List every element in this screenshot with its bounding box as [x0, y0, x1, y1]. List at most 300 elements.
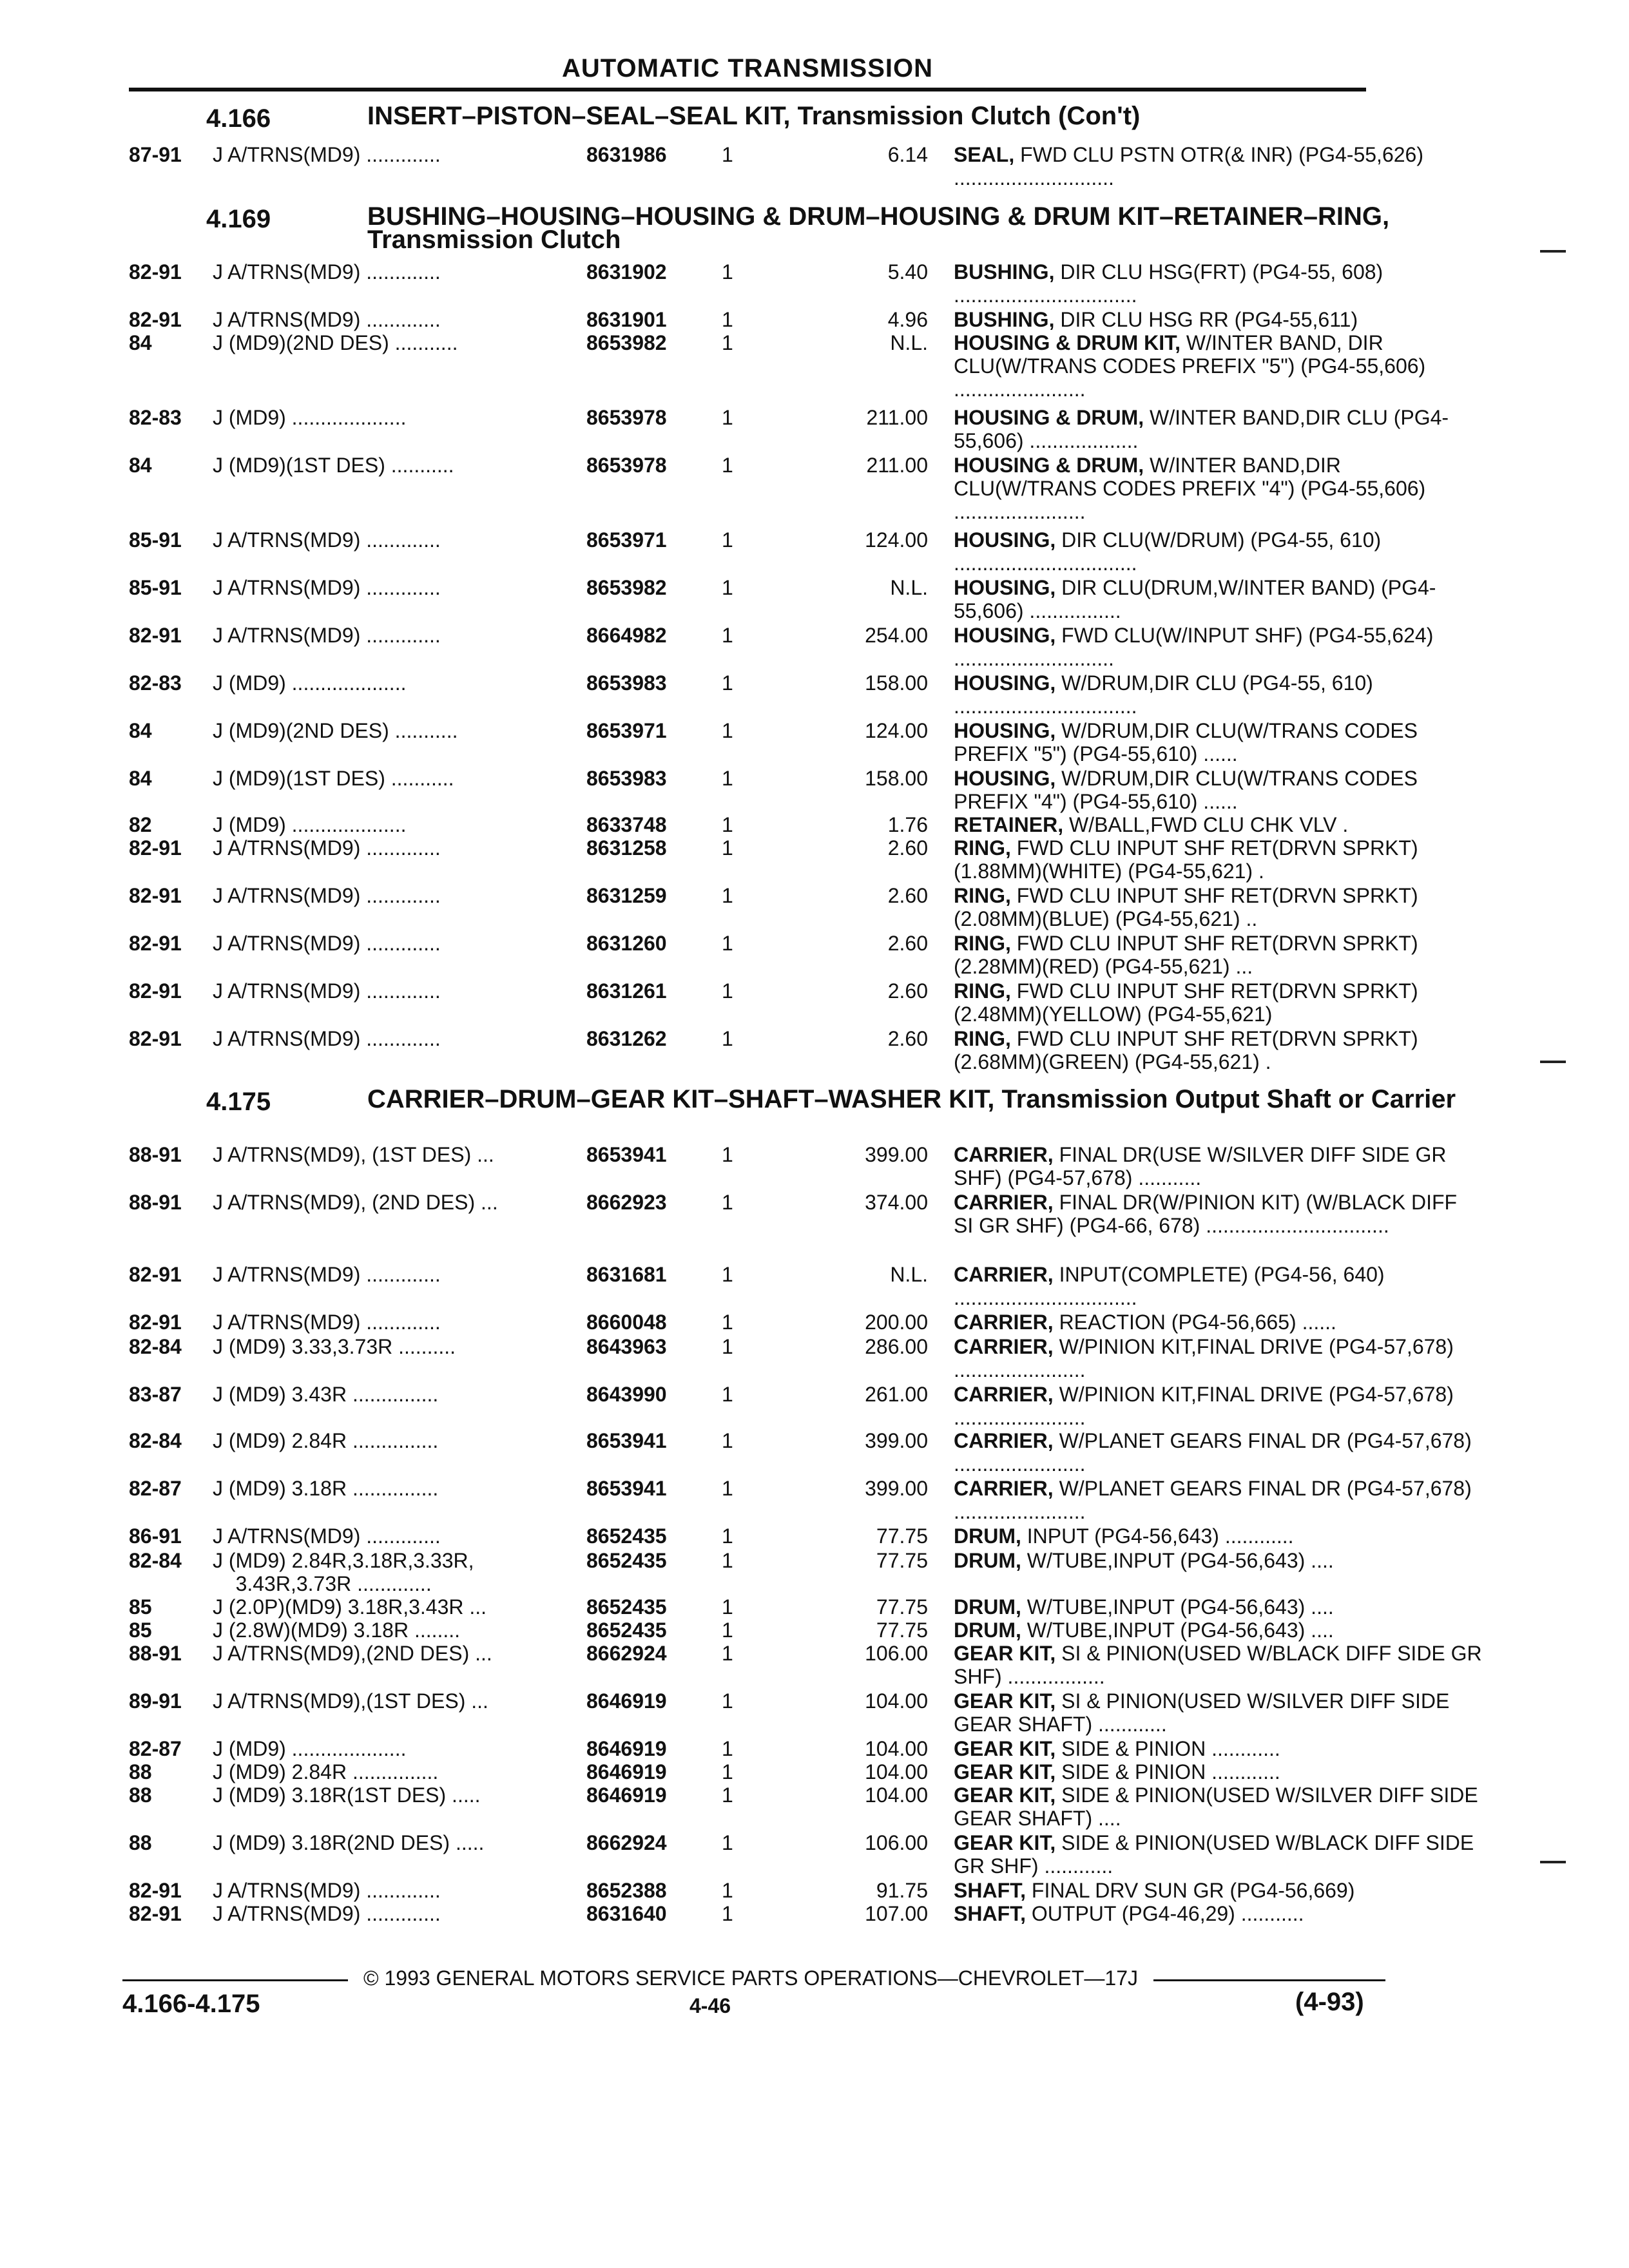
- quantity: 1: [722, 308, 733, 331]
- application: J (MD9) ....................: [213, 813, 407, 836]
- margin-mark: [1540, 1861, 1566, 1863]
- price: N.L.: [890, 331, 928, 354]
- quantity: 1: [722, 719, 733, 742]
- part-number: 8631261: [586, 979, 667, 1003]
- part-number: 8643990: [586, 1383, 667, 1406]
- section-number: 4.175: [206, 1088, 271, 1116]
- part-number: 8653941: [586, 1477, 667, 1500]
- application: J A/TRNS(MD9) .............: [213, 624, 441, 647]
- quantity: 1: [722, 576, 733, 599]
- part-description: SIDE & PINION ............: [1055, 1760, 1280, 1783]
- application: J A/TRNS(MD9) .............: [213, 979, 441, 1003]
- model-years: 85: [129, 1595, 152, 1619]
- part-noun: HOUSING & DRUM KIT,: [954, 331, 1181, 354]
- quantity: 1: [722, 884, 733, 907]
- model-years: 88-91: [129, 1143, 182, 1166]
- model-years: 82-91: [129, 1311, 182, 1334]
- section-number: 4.166: [206, 104, 271, 133]
- part-description: W/PLANET GEARS FINAL DR (PG4-57,678) .......................: [954, 1477, 1472, 1523]
- price: 2.60: [887, 884, 928, 907]
- description: [954, 671, 1482, 718]
- part-noun: RING,: [954, 979, 1011, 1003]
- model-years: 82-91: [129, 1879, 182, 1902]
- part-noun: RING,: [954, 884, 1011, 907]
- price: 77.75: [876, 1595, 928, 1619]
- quantity: 1: [722, 1737, 733, 1760]
- price: 200.00: [865, 1311, 928, 1334]
- part-number: 8653978: [586, 406, 667, 429]
- page-title: AUTOMATIC TRANSMISSION: [561, 54, 934, 82]
- part-number: 8652388: [586, 1879, 667, 1902]
- part-noun: DRUM,: [954, 1619, 1021, 1642]
- quantity: 1: [722, 1595, 733, 1619]
- part-number: 8631681: [586, 1263, 667, 1286]
- part-noun: HOUSING,: [954, 719, 1056, 742]
- description: [954, 1191, 1482, 1237]
- application: J A/TRNS(MD9), (2ND DES) ...: [213, 1191, 498, 1214]
- footer-rule-left: [122, 1979, 348, 1981]
- application: J A/TRNS(MD9) .............: [213, 1027, 441, 1050]
- description: [954, 1524, 1482, 1548]
- description: [954, 979, 1482, 1026]
- description: [954, 932, 1482, 978]
- description: [954, 260, 1482, 307]
- application: J (MD9)(2ND DES) ...........: [213, 331, 458, 354]
- quantity: 1: [722, 1027, 733, 1050]
- quantity: 1: [722, 331, 733, 354]
- description: [954, 331, 1482, 401]
- part-number: 8652435: [586, 1549, 667, 1572]
- quantity: 1: [722, 624, 733, 647]
- price: N.L.: [890, 576, 928, 599]
- application: J (MD9) 3.33,3.73R ..........: [213, 1335, 456, 1358]
- price: 6.14: [887, 143, 928, 166]
- price: 2.60: [887, 932, 928, 955]
- description: [954, 308, 1482, 331]
- revision-date: (4-93): [1295, 1988, 1364, 2016]
- model-years: 82-91: [129, 884, 182, 907]
- part-noun: GEAR KIT,: [954, 1831, 1056, 1854]
- quantity: 1: [722, 1143, 733, 1166]
- model-years: 82-91: [129, 260, 182, 284]
- part-number: 8631258: [586, 836, 667, 860]
- application: J A/TRNS(MD9) .............: [213, 884, 441, 907]
- price: 104.00: [865, 1783, 928, 1807]
- price: 77.75: [876, 1619, 928, 1642]
- price: 211.00: [866, 406, 928, 429]
- quantity: 1: [722, 1831, 733, 1854]
- part-number: 8631902: [586, 260, 667, 284]
- quantity: 1: [722, 1335, 733, 1358]
- part-noun: CARRIER,: [954, 1263, 1054, 1286]
- price: 106.00: [865, 1642, 928, 1665]
- application: J A/TRNS(MD9) .............: [213, 1879, 441, 1902]
- part-number: 8652435: [586, 1619, 667, 1642]
- quantity: 1: [722, 932, 733, 955]
- part-description: OUTPUT (PG4-46,29) ...........: [1026, 1902, 1304, 1925]
- part-noun: HOUSING,: [954, 528, 1056, 552]
- model-years: 84: [129, 719, 152, 742]
- model-years: 82-83: [129, 406, 182, 429]
- price: 399.00: [865, 1477, 928, 1500]
- footer-rule-right: [1153, 1979, 1385, 1981]
- price: 2.60: [887, 836, 928, 860]
- margin-mark: [1540, 250, 1566, 253]
- description: [954, 1549, 1482, 1572]
- part-number: 8662924: [586, 1642, 667, 1665]
- part-number: 8646919: [586, 1737, 667, 1760]
- application: J A/TRNS(MD9) .............: [213, 1263, 441, 1286]
- part-number: 8652435: [586, 1595, 667, 1619]
- quantity: 1: [722, 1549, 733, 1572]
- part-number: 8660048: [586, 1311, 667, 1334]
- application: J (MD9)(1ST DES) ...........: [213, 454, 454, 477]
- price: 254.00: [865, 624, 928, 647]
- part-noun: DRUM,: [954, 1595, 1021, 1619]
- quantity: 1: [722, 1311, 733, 1334]
- price: 77.75: [876, 1524, 928, 1548]
- part-noun: SHAFT,: [954, 1879, 1026, 1902]
- part-number: 8653982: [586, 331, 667, 354]
- model-years: 82-91: [129, 308, 182, 331]
- part-number: 8646919: [586, 1783, 667, 1807]
- application: J (MD9) ....................: [213, 671, 407, 695]
- model-years: 88: [129, 1760, 152, 1783]
- part-noun: CARRIER,: [954, 1335, 1054, 1358]
- price: 107.00: [865, 1902, 928, 1925]
- part-noun: BUSHING,: [954, 260, 1055, 284]
- part-description: DIR CLU HSG RR (PG4-55,611): [1054, 308, 1358, 331]
- part-number: 8653971: [586, 528, 667, 552]
- part-number: 8662924: [586, 1831, 667, 1854]
- application: J A/TRNS(MD9) .............: [213, 576, 441, 599]
- part-number: 8652435: [586, 1524, 667, 1548]
- application: J (MD9)(2ND DES) ...........: [213, 719, 458, 742]
- part-description: FWD CLU INPUT SHF RET(DRVN SPRKT)(2.28MM)(RED) (PG4-55,621) ...: [954, 932, 1418, 978]
- description: [954, 1642, 1482, 1688]
- part-description: DIR CLU HSG(FRT) (PG4-55, 608) ................................: [954, 260, 1383, 307]
- part-number: 8631986: [586, 143, 667, 166]
- part-noun: HOUSING,: [954, 671, 1056, 695]
- header-rule: [129, 88, 1366, 91]
- price: 286.00: [865, 1335, 928, 1358]
- model-years: 85-91: [129, 576, 182, 599]
- part-number: 8653978: [586, 454, 667, 477]
- part-noun: CARRIER,: [954, 1143, 1054, 1166]
- part-number: 8646919: [586, 1760, 667, 1783]
- price: 4.96: [887, 308, 928, 331]
- part-description: FWD CLU(W/INPUT SHF) (PG4-55,624) ............................: [954, 624, 1434, 670]
- description: [954, 406, 1482, 452]
- description: [954, 528, 1482, 575]
- part-noun: GEAR KIT,: [954, 1783, 1056, 1807]
- model-years: 82-83: [129, 671, 182, 695]
- description: [954, 767, 1482, 813]
- description: [954, 1595, 1482, 1619]
- part-description: W/DRUM,DIR CLU (PG4-55, 610) ................................: [954, 671, 1373, 718]
- quantity: 1: [722, 1383, 733, 1406]
- model-years: 88: [129, 1831, 152, 1854]
- section-title: CARRIER–DRUM–GEAR KIT–SHAFT–WASHER KIT, Transmission Output Shaft or Carrier: [367, 1085, 1456, 1113]
- part-noun: BUSHING,: [954, 308, 1055, 331]
- part-description: SIDE & PINION(USED W/BLACK DIFF SIDE GR SHF) ............: [954, 1831, 1474, 1878]
- part-noun: RING,: [954, 836, 1011, 860]
- part-noun: HOUSING & DRUM,: [954, 454, 1144, 477]
- part-number: 8633748: [586, 813, 667, 836]
- part-description: W/TUBE,INPUT (PG4-56,643) ....: [1021, 1549, 1334, 1572]
- price: 77.75: [876, 1549, 928, 1572]
- price: 104.00: [865, 1689, 928, 1713]
- price: 104.00: [865, 1737, 928, 1760]
- price: 2.60: [887, 979, 928, 1003]
- part-number: 8653971: [586, 719, 667, 742]
- price: 261.00: [865, 1383, 928, 1406]
- quantity: 1: [722, 1619, 733, 1642]
- quantity: 1: [722, 1689, 733, 1713]
- application: J (MD9)(1ST DES) ...........: [213, 767, 454, 790]
- model-years: 86-91: [129, 1524, 182, 1548]
- part-noun: SHAFT,: [954, 1902, 1026, 1925]
- page-number: 4-46: [689, 1994, 731, 2017]
- part-noun: GEAR KIT,: [954, 1760, 1056, 1783]
- model-years: 82-87: [129, 1737, 182, 1760]
- application: J A/TRNS(MD9),(2ND DES) ...: [213, 1642, 492, 1665]
- application: J A/TRNS(MD9) .............: [213, 308, 441, 331]
- model-years: 84: [129, 767, 152, 790]
- section-range: 4.166-4.175: [122, 1990, 260, 2018]
- description: [954, 454, 1482, 523]
- quantity: 1: [722, 1902, 733, 1925]
- part-number: 8653941: [586, 1429, 667, 1452]
- application: J A/TRNS(MD9) .............: [213, 836, 441, 860]
- part-description: INPUT (PG4-56,643) ............: [1021, 1524, 1294, 1548]
- model-years: 82: [129, 813, 152, 836]
- application: J A/TRNS(MD9), (1ST DES) ...: [213, 1143, 494, 1166]
- quantity: 1: [722, 836, 733, 860]
- part-description: W/TUBE,INPUT (PG4-56,643) ....: [1021, 1619, 1334, 1642]
- part-description: FWD CLU INPUT SHF RET(DRVN SPRKT)(2.08MM)(BLUE) (PG4-55,621) ..: [954, 884, 1418, 930]
- part-description: W/DRUM,DIR CLU(W/TRANS CODES PREFIX "4") (PG4-55,610) ......: [954, 767, 1418, 813]
- part-number: 8643963: [586, 1335, 667, 1358]
- description: [954, 1263, 1482, 1309]
- part-description: SI & PINION(USED W/SILVER DIFF SIDE GEAR SHAFT) ............: [954, 1689, 1450, 1736]
- part-number: 8631260: [586, 932, 667, 955]
- description: [954, 1689, 1482, 1736]
- quantity: 1: [722, 260, 733, 284]
- part-description: W/BALL,FWD CLU CHK VLV .: [1063, 813, 1349, 836]
- price: 399.00: [865, 1143, 928, 1166]
- quantity: 1: [722, 143, 733, 166]
- part-number: 8664982: [586, 624, 667, 647]
- part-number: 8631640: [586, 1902, 667, 1925]
- price: N.L.: [890, 1263, 928, 1286]
- description: [954, 143, 1482, 189]
- quantity: 1: [722, 767, 733, 790]
- description: [954, 1879, 1482, 1902]
- model-years: 82-91: [129, 1263, 182, 1286]
- price: 399.00: [865, 1429, 928, 1452]
- price: 158.00: [865, 767, 928, 790]
- application: J (2.0P)(MD9) 3.18R,3.43R ...: [213, 1595, 487, 1619]
- part-number: 8662923: [586, 1191, 667, 1214]
- part-description: FINAL DR(USE W/SILVER DIFF SIDE GR SHF) (PG4-57,678) ...........: [954, 1143, 1447, 1189]
- description: [954, 884, 1482, 930]
- part-noun: SEAL,: [954, 143, 1015, 166]
- part-description: W/INTER BAND, DIR CLU(W/TRANS CODES PREFIX "5") (PG4-55,606) .......................: [954, 331, 1426, 401]
- model-years: 85: [129, 1619, 152, 1642]
- part-description: SI & PINION(USED W/BLACK DIFF SIDE GR SHF) .................: [954, 1642, 1482, 1688]
- model-years: 82-87: [129, 1477, 182, 1500]
- application: J A/TRNS(MD9) .............: [213, 260, 441, 284]
- description: [954, 1311, 1482, 1334]
- application: J (MD9) 3.43R ...............: [213, 1383, 439, 1406]
- description: [954, 719, 1482, 765]
- description: [954, 1143, 1482, 1189]
- margin-mark: [1540, 1061, 1566, 1063]
- part-description: SIDE & PINION ............: [1055, 1737, 1280, 1760]
- description: [954, 1783, 1482, 1830]
- model-years: 82-91: [129, 979, 182, 1003]
- model-years: 82-84: [129, 1549, 182, 1572]
- quantity: 1: [722, 1477, 733, 1500]
- model-years: 82-91: [129, 932, 182, 955]
- part-description: W/PLANET GEARS FINAL DR (PG4-57,678) .......................: [954, 1429, 1472, 1475]
- copyright-notice: © 1993 GENERAL MOTORS SERVICE PARTS OPERATIONS—CHEVROLET—17J: [363, 1966, 1138, 1990]
- application: J A/TRNS(MD9) .............: [213, 1524, 441, 1548]
- description: [954, 1335, 1482, 1381]
- quantity: 1: [722, 406, 733, 429]
- quantity: 1: [722, 1642, 733, 1665]
- part-description: SIDE & PINION(USED W/SILVER DIFF SIDE GEAR SHAFT) ....: [954, 1783, 1478, 1830]
- model-years: 85-91: [129, 528, 182, 552]
- part-noun: HOUSING,: [954, 767, 1056, 790]
- model-years: 84: [129, 454, 152, 477]
- part-number: 8653982: [586, 576, 667, 599]
- application: J A/TRNS(MD9) .............: [213, 143, 441, 166]
- part-description: INPUT(COMPLETE) (PG4-56, 640) ................................: [954, 1263, 1385, 1309]
- part-number: 8631901: [586, 308, 667, 331]
- part-number: 8653983: [586, 671, 667, 695]
- model-years: 82-91: [129, 1902, 182, 1925]
- description: [954, 1902, 1482, 1925]
- application: J (MD9) 3.18R ...............: [213, 1477, 439, 1500]
- description: [954, 836, 1482, 883]
- quantity: 1: [722, 979, 733, 1003]
- application: J (MD9) ....................: [213, 1737, 407, 1760]
- part-description: W/INTER BAND,DIR CLU (PG4-55,606) ...................: [954, 406, 1449, 452]
- application: J A/TRNS(MD9) .............: [213, 1902, 441, 1925]
- part-description: W/PINION KIT,FINAL DRIVE (PG4-57,678) .......................: [954, 1383, 1454, 1429]
- quantity: 1: [722, 1263, 733, 1286]
- part-number: 8631259: [586, 884, 667, 907]
- price: 104.00: [865, 1760, 928, 1783]
- part-description: FWD CLU INPUT SHF RET(DRVN SPRKT)(1.88MM)(WHITE) (PG4-55,621) .: [954, 836, 1418, 883]
- application: J (MD9) 2.84R,3.18R,3.33R, 3.43R,3.73R .............: [213, 1549, 474, 1595]
- quantity: 1: [722, 1191, 733, 1214]
- model-years: 89-91: [129, 1689, 182, 1713]
- part-noun: CARRIER,: [954, 1191, 1054, 1214]
- description: [954, 813, 1482, 836]
- part-description: REACTION (PG4-56,665) ......: [1053, 1311, 1336, 1334]
- price: 1.76: [887, 813, 928, 836]
- part-noun: GEAR KIT,: [954, 1689, 1056, 1713]
- model-years: 82-91: [129, 836, 182, 860]
- part-number: 8653983: [586, 767, 667, 790]
- part-number: 8646919: [586, 1689, 667, 1713]
- part-description: FWD CLU PSTN OTR(& INR) (PG4-55,626) ............................: [954, 143, 1423, 189]
- application: J (MD9) 2.84R ...............: [213, 1760, 439, 1783]
- model-years: 88-91: [129, 1642, 182, 1665]
- part-noun: CARRIER,: [954, 1477, 1054, 1500]
- part-description: DIR CLU(DRUM,W/INTER BAND) (PG4-55,606) ................: [954, 576, 1436, 622]
- description: [954, 1737, 1482, 1760]
- price: 106.00: [865, 1831, 928, 1854]
- part-description: FINAL DR(W/PINION KIT) (W/BLACK DIFF SI GR SHF) (PG4-66, 678) ................................: [954, 1191, 1458, 1237]
- application: J A/TRNS(MD9) .............: [213, 932, 441, 955]
- quantity: 1: [722, 1760, 733, 1783]
- part-number: 8653941: [586, 1143, 667, 1166]
- part-noun: RING,: [954, 1027, 1011, 1050]
- part-noun: RING,: [954, 932, 1011, 955]
- part-noun: GEAR KIT,: [954, 1737, 1056, 1760]
- model-years: 82-91: [129, 624, 182, 647]
- application: J A/TRNS(MD9),(1ST DES) ...: [213, 1689, 488, 1713]
- application: J (MD9) 3.18R(2ND DES) .....: [213, 1831, 485, 1854]
- part-noun: GEAR KIT,: [954, 1642, 1056, 1665]
- part-noun: RETAINER,: [954, 813, 1064, 836]
- price: 374.00: [865, 1191, 928, 1214]
- description: [954, 1760, 1482, 1783]
- part-description: FINAL DRV SUN GR (PG4-56,669): [1026, 1879, 1355, 1902]
- description: [954, 1027, 1482, 1073]
- part-description: FWD CLU INPUT SHF RET(DRVN SPRKT)(2.68MM)(GREEN) (PG4-55,621) .: [954, 1027, 1418, 1073]
- part-description: W/DRUM,DIR CLU(W/TRANS CODES PREFIX "5") (PG4-55,610) ......: [954, 719, 1418, 765]
- price: 158.00: [865, 671, 928, 695]
- part-noun: DRUM,: [954, 1549, 1021, 1572]
- part-noun: HOUSING & DRUM,: [954, 406, 1144, 429]
- model-years: 88-91: [129, 1191, 182, 1214]
- quantity: 1: [722, 813, 733, 836]
- description: [954, 624, 1482, 670]
- section-title: INSERT–PISTON–SEAL–SEAL KIT, Transmission Clutch (Con't): [367, 102, 1141, 130]
- part-noun: CARRIER,: [954, 1311, 1054, 1334]
- model-years: 88: [129, 1783, 152, 1807]
- application: J (MD9) 3.18R(1ST DES) .....: [213, 1783, 481, 1807]
- description: [954, 576, 1482, 622]
- application: J (MD9) ....................: [213, 406, 407, 429]
- model-years: 82-91: [129, 1027, 182, 1050]
- part-description: DIR CLU(W/DRUM) (PG4-55, 610) ................................: [954, 528, 1382, 575]
- quantity: 1: [722, 1879, 733, 1902]
- application: J (2.8W)(MD9) 3.18R ........: [213, 1619, 461, 1642]
- quantity: 1: [722, 671, 733, 695]
- part-noun: CARRIER,: [954, 1383, 1054, 1406]
- section-title: BUSHING–HOUSING–HOUSING & DRUM–HOUSING & DRUM KIT–RETAINER–RING, Transmission Clutch: [367, 202, 1390, 254]
- price: 124.00: [865, 528, 928, 552]
- quantity: 1: [722, 1429, 733, 1452]
- quantity: 1: [722, 528, 733, 552]
- model-years: 83-87: [129, 1383, 182, 1406]
- part-noun: HOUSING,: [954, 624, 1056, 647]
- description: [954, 1429, 1482, 1475]
- part-description: W/INTER BAND,DIR CLU(W/TRANS CODES PREFIX "4") (PG4-55,606) .......................: [954, 454, 1426, 523]
- application: J (MD9) 2.84R ...............: [213, 1429, 439, 1452]
- part-description: W/PINION KIT,FINAL DRIVE (PG4-57,678) .......................: [954, 1335, 1454, 1381]
- section-number: 4.169: [206, 205, 271, 233]
- part-noun: CARRIER,: [954, 1429, 1054, 1452]
- description: [954, 1619, 1482, 1642]
- quantity: 1: [722, 1524, 733, 1548]
